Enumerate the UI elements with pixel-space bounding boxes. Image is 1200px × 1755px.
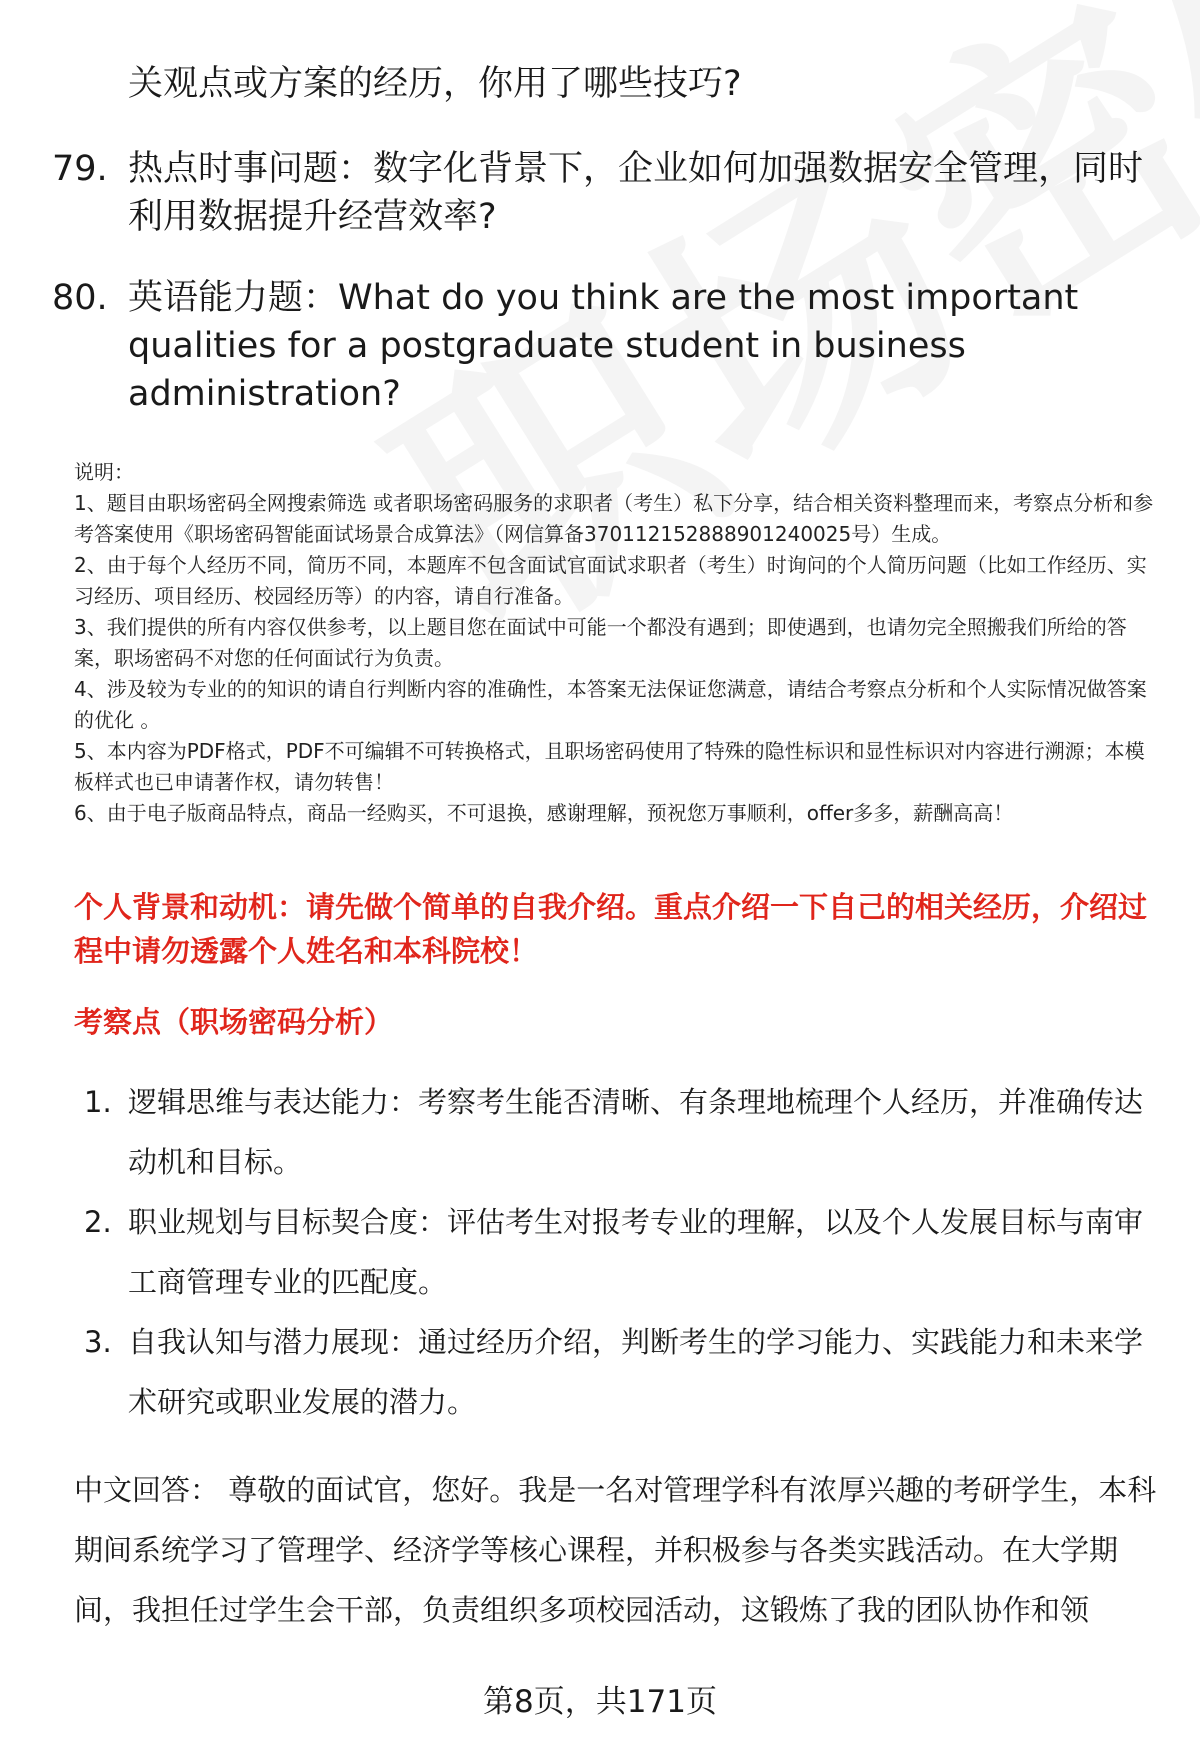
question-80: [52, 274, 1152, 418]
note-item: 5、本内容为PDF格式，PDF不可编辑不可转换格式，且职场密码使用了特殊的隐性标识和显性标识对内容进行溯源；本模板样式也已申请著作权，请勿转售！: [74, 739, 1145, 794]
section-question-title: 个人背景和动机：请先做个简单的自我介绍。重点介绍一下自己的相关经历，介绍过程中请勿透露个人姓名和本科院校！: [74, 890, 1148, 968]
note-item: 6、由于电子版商品特点，商品一经购买，不可退换，感谢理解，预祝您万事顺利，offer多多，薪酬高高！: [74, 801, 1014, 825]
disclaimer-notes: [74, 457, 1159, 829]
note-item: 4、涉及较为专业的的知识的请自行判断内容的准确性，本答案无法保证您满意，请结合考察点分析和个人实际情况做答案的优化 。: [74, 677, 1147, 732]
list-number: 1.: [84, 1085, 112, 1119]
assessment-points-list: [84, 1072, 1159, 1432]
question-text: 热点时事问题：数字化背景下，企业如何加强数据安全管理，同时利用数据提升经营效率?: [128, 149, 1144, 237]
list-number: 3.: [84, 1325, 112, 1359]
list-item: [84, 1072, 1159, 1192]
answer-paragraph: 中文回答： 尊敬的面试官，您好。我是一名对管理学科有浓厚兴趣的考研学生，本科期间系统学习了管理学、经济学等核心课程，并积极参与各类实践活动。在大学期间，我担任过学生会干部，负责组织多项校园活动，这锻炼了我的团队协作和领: [74, 1473, 1157, 1627]
question-number: 80.: [52, 278, 108, 318]
question-text: 英语能力题：What do you think are the most important qualities for a postgraduate student in business administration?: [128, 278, 1079, 414]
question-number: 79.: [52, 149, 108, 189]
list-item: [84, 1312, 1159, 1432]
note-item: 3、我们提供的所有内容仅供参考，以上题目您在面试中可能一个都没有遇到；即使遇到，也请勿完全照搬我们所给的答案，职场密码不对您的任何面试行为负责。: [74, 615, 1127, 670]
question-78-continuation: 关观点或方案的经历，你用了哪些技巧?: [128, 64, 742, 104]
list-text: 职业规划与目标契合度：评估考生对报考专业的理解，以及个人发展目标与南审工商管理专业的匹配度。: [128, 1205, 1144, 1299]
list-number: 2.: [84, 1205, 112, 1239]
list-text: 逻辑思维与表达能力：考察考生能否清晰、有条理地梳理个人经历，并准确传达动机和目标。: [128, 1085, 1144, 1179]
section-subtitle: 考察点（职场密码分析）: [74, 1005, 394, 1039]
note-item: 1、题目由职场密码全网搜索筛选 或者职场密码服务的求职者（考生）私下分享，结合相关资料整理而来，考察点分析和参考答案使用《职场密码智能面试场景合成算法》（网信算备370112152888901240025号）生成。: [74, 491, 1154, 546]
note-item: 2、由于每个人经历不同，简历不同，本题库不包含面试官面试求职者（考生）时询问的个人简历问题（比如工作经历、实习经历、项目经历、校园经历等）的内容，请自行准备。: [74, 553, 1147, 608]
notes-heading: 说明：: [74, 460, 134, 484]
list-item: [84, 1192, 1159, 1312]
list-text: 自我认知与潜力展现：通过经历介绍，判断考生的学习能力、实践能力和未来学术研究或职业发展的潜力。: [128, 1325, 1144, 1419]
question-79: [52, 145, 1152, 241]
page-footer: 第8页，共171页: [483, 1684, 717, 1720]
